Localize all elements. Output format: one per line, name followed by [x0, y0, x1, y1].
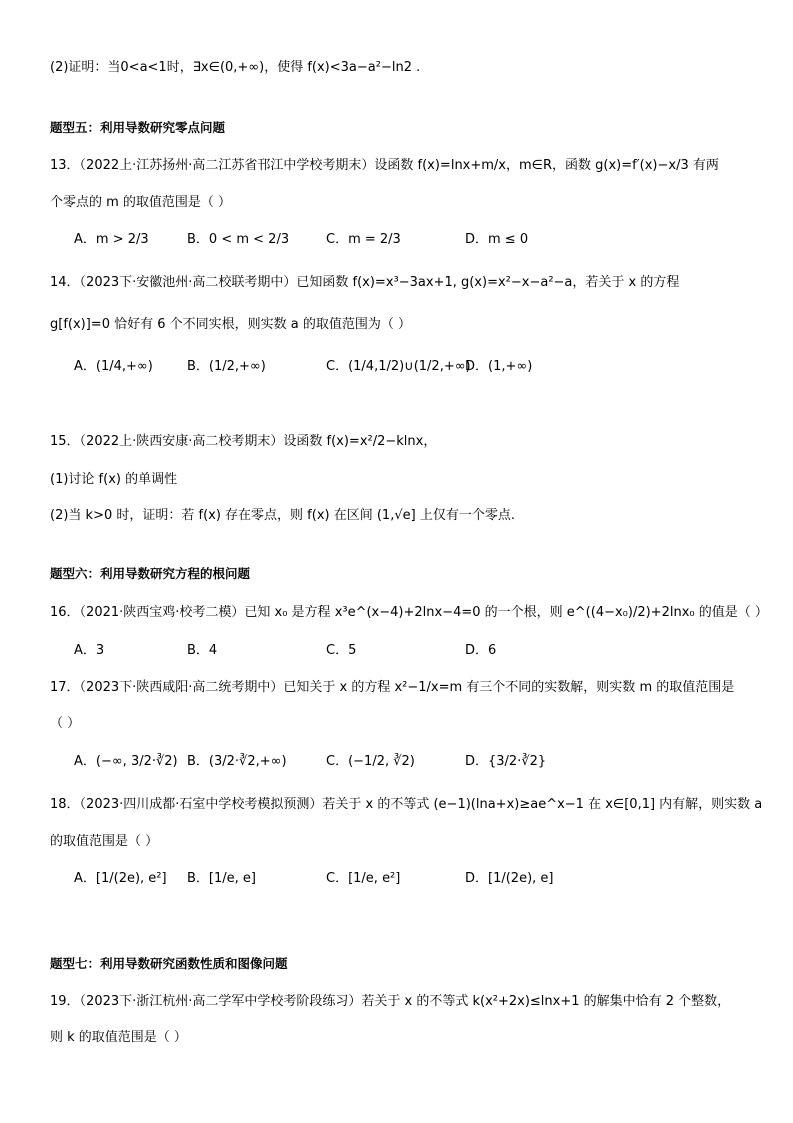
- option-c[interactable]: C．5: [326, 643, 357, 658]
- option-d[interactable]: D．m ≤ 0: [465, 232, 529, 247]
- option-b[interactable]: B．(1/2,+∞): [187, 359, 266, 374]
- option-a[interactable]: A．(1/4,+∞): [74, 359, 153, 374]
- question-15-part1: (1)讨论 f(x) 的单调性: [50, 472, 178, 487]
- option-c[interactable]: C．m = 2/3: [326, 232, 401, 247]
- question-14-line2: g[f(x)]=0 恰好有 6 个不同实根，则实数 a 的取值范围为（ ）: [50, 317, 412, 332]
- q12-part2: (2)证明：当0<a<1时，∃x∈(0,+∞)，使得 f(x)<3a−a²−ln2 .: [50, 60, 421, 75]
- question-13-line2: 个零点的 m 的取值范围是（ ）: [50, 195, 232, 210]
- section-heading-7: 题型七：利用导数研究函数性质和图像问题: [50, 956, 288, 971]
- option-b[interactable]: B．4: [187, 643, 218, 658]
- question-18-line1: 18．（2023·四川成都·石室中学校考模拟预测）若关于 x 的不等式 (e−1)(lna+x)≥ae^x−1 在 x∈[0,1] 内有解，则实数 a: [50, 797, 763, 812]
- option-b[interactable]: B．[1/e, e]: [187, 871, 256, 886]
- option-c[interactable]: C．[1/e, e²]: [326, 871, 401, 886]
- question-17-line1: 17．（2023下·陕西咸阳·高二统考期中）已知关于 x 的方程 x²−1/x=m 有三个不同的实数解，则实数 m 的取值范围是: [50, 680, 735, 695]
- option-a[interactable]: A．[1/(2e), e²]: [74, 871, 167, 886]
- question-18-line2: 的取值范围是（ ）: [50, 834, 159, 849]
- question-19-line2: 则 k 的取值范围是（ ）: [50, 1030, 187, 1045]
- option-a[interactable]: A．m > 2/3: [74, 232, 149, 247]
- option-a[interactable]: A．(−∞, 3/2·∛2): [74, 754, 178, 769]
- question-15-line1: 15．（2022上·陕西安康·高二校考期末）设函数 f(x)=x²/2−klnx，: [50, 434, 437, 449]
- option-a[interactable]: A．3: [74, 643, 105, 658]
- section-heading-6: 题型六：利用导数研究方程的根问题: [50, 566, 251, 581]
- question-16: 16．（2021·陕西宝鸡·校考二模）已知 x₀ 是方程 x³e^(x−4)+2lnx−4=0 的一个根，则 e^((4−x₀)/2)+2lnx₀ 的值是（ ）: [50, 605, 768, 620]
- question-15-part2: (2)当 k>0 时，证明：若 f(x) 存在零点，则 f(x) 在区间 (1,√e] 上仅有一个零点.: [50, 508, 515, 523]
- option-d[interactable]: D．6: [465, 643, 497, 658]
- section-heading-5: 题型五：利用导数研究零点问题: [50, 120, 226, 135]
- option-d[interactable]: D．[1/(2e), e]: [465, 871, 554, 886]
- question-19-line1: 19．（2023下·浙江杭州·高二学军中学校考阶段练习）若关于 x 的不等式 k(x²+2x)≤lnx+1 的解集中恰有 2 个整数，: [50, 994, 731, 1009]
- option-b[interactable]: B．0 < m < 2/3: [187, 232, 290, 247]
- option-d[interactable]: D．(1,+∞): [465, 359, 533, 374]
- option-c[interactable]: C．(1/4,1/2)∪(1/2,+∞): [326, 359, 471, 374]
- question-14-line1: 14．（2023下·安徽池州·高二校联考期中）已知函数 f(x)=x³−3ax+1, g(x)=x²−x−a²−a，若关于 x 的方程: [50, 275, 680, 290]
- question-17-line2: （ ）: [50, 716, 81, 731]
- option-d[interactable]: D．{3/2·∛2}: [465, 754, 547, 769]
- option-b[interactable]: B．(3/2·∛2,+∞): [187, 754, 287, 769]
- option-c[interactable]: C．(−1/2, ∛2): [326, 754, 415, 769]
- question-13-line1: 13．（2022上·江苏扬州·高二江苏省邗江中学校考期末）设函数 f(x)=lnx+m/x，m∈R，函数 g(x)=f′(x)−x/3 有两: [50, 158, 719, 173]
